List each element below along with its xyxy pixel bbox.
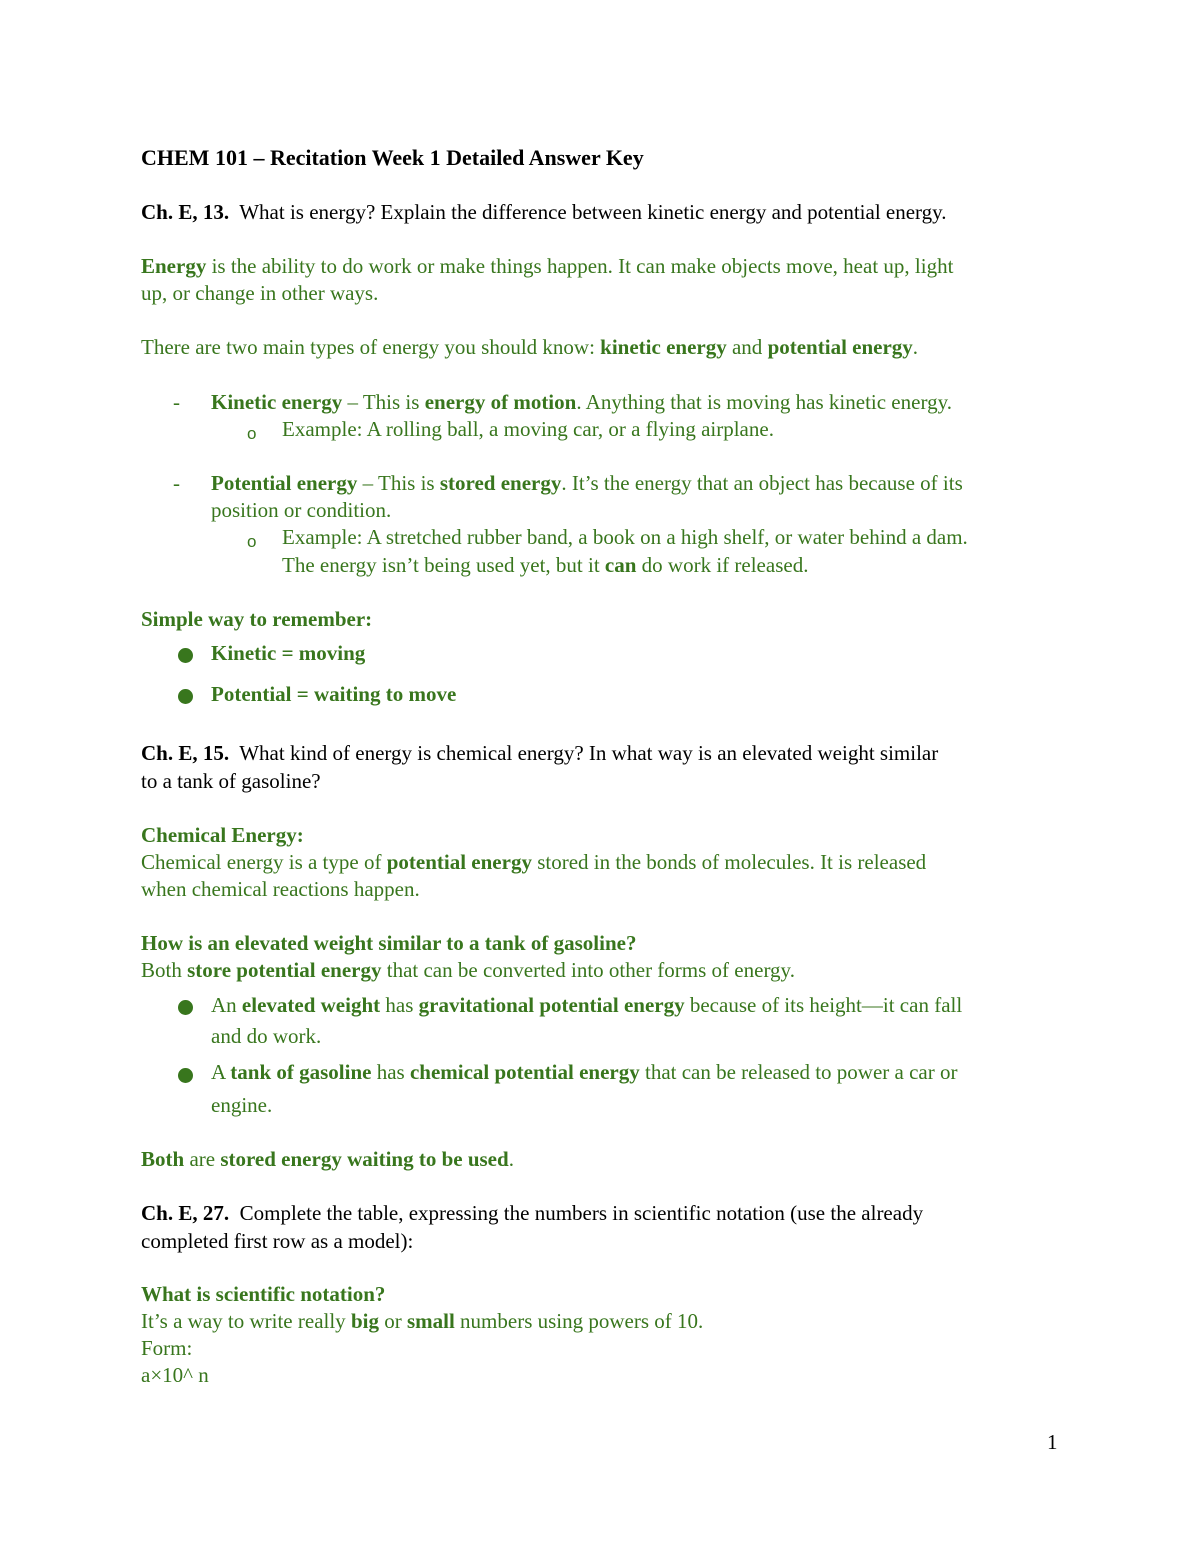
chemical-energy-line-1: Chemical energy is a type of potential energy stored in the bonds of molecules. It is released <box>141 850 927 874</box>
dash-bullet: - <box>173 471 180 495</box>
energy-definition-line-1: Energy is the ability to do work or make things happen. It can make objects move, heat up, light <box>141 254 954 278</box>
kinetic-example: Example: A rolling ball, a moving car, or a flying airplane. <box>282 417 774 441</box>
energy-types-intro: There are two main types of energy you should know: kinetic energy and potential energy. <box>141 335 919 359</box>
kinetic-energy-item: Kinetic energy – This is energy of motion. Anything that is moving has kinetic energy. <box>211 390 952 414</box>
chemical-energy-heading: Chemical Energy: <box>141 823 304 847</box>
remember-item-potential: Potential = waiting to move <box>211 682 457 706</box>
circle-bullet-icon: o <box>247 424 257 443</box>
bullet-dot-icon <box>178 689 193 704</box>
potential-example-line-1: Example: A stretched rubber band, a book on a high shelf, or water behind a dam. <box>282 525 968 549</box>
both-store-line: Both store potential energy that can be converted into other forms of energy. <box>141 958 795 982</box>
bullet-dot-icon <box>178 1000 193 1015</box>
potential-energy-item: Potential energy – This is stored energy. It’s the energy that an object has because of its <box>211 471 963 495</box>
question-15: Ch. E, 15. What kind of energy is chemical energy? In what way is an elevated weight similar <box>141 741 939 765</box>
energy-definition-line-2: up, or change in other ways. <box>141 281 379 305</box>
question-13 <box>141 199 947 226</box>
remember-item-kinetic: Kinetic = moving <box>211 641 366 665</box>
question-27-line-2: completed first row as a model): <box>141 1229 414 1253</box>
question-13-label: Ch. E, 13. <box>141 200 230 224</box>
gasoline-tank-item: A tank of gasoline has chemical potential energy that can be released to power a car or <box>211 1060 958 1084</box>
question-27: Ch. E, 27. Complete the table, expressing the numbers in scientific notation (use the already <box>141 1201 924 1225</box>
form-value: a×10^ n <box>141 1363 209 1387</box>
remember-heading: Simple way to remember: <box>141 607 373 631</box>
scientific-notation-line: It’s a way to write really big or small numbers using powers of 10. <box>141 1309 704 1333</box>
similar-heading: How is an elevated weight similar to a tank of gasoline? <box>141 931 637 955</box>
bullet-dot-icon <box>178 1068 193 1083</box>
energy-term: Energy <box>141 254 207 278</box>
page-title: CHEM 101 – Recitation Week 1 Detailed Answer Key <box>141 145 644 170</box>
dash-bullet: - <box>173 390 180 414</box>
conclusion-line: Both are stored energy waiting to be used. <box>141 1147 514 1171</box>
elevated-weight-item: An elevated weight has gravitational potential energy because of its height—it can fall <box>211 993 963 1017</box>
potential-example-line-2: The energy isn’t being used yet, but it can do work if released. <box>282 553 809 577</box>
gasoline-tank-item-line-2: engine. <box>211 1093 273 1117</box>
bullet-dot-icon <box>178 648 193 663</box>
question-15-label: Ch. E, 15. <box>141 741 230 765</box>
question-15-line-2: to a tank of gasoline? <box>141 769 321 793</box>
question-13-text: What is energy? Explain the difference between kinetic energy and potential energy. <box>239 200 947 224</box>
elevated-weight-item-line-2: and do work. <box>211 1024 322 1048</box>
potential-energy-item-line-2: position or condition. <box>211 498 392 522</box>
circle-bullet-icon: o <box>247 532 257 551</box>
scientific-notation-heading: What is scientific notation? <box>141 1282 386 1306</box>
chemical-energy-line-2: when chemical reactions happen. <box>141 877 420 901</box>
page-number: 1 <box>1047 1430 1058 1454</box>
question-27-label: Ch. E, 27. <box>141 1201 230 1225</box>
form-label: Form: <box>141 1336 193 1360</box>
